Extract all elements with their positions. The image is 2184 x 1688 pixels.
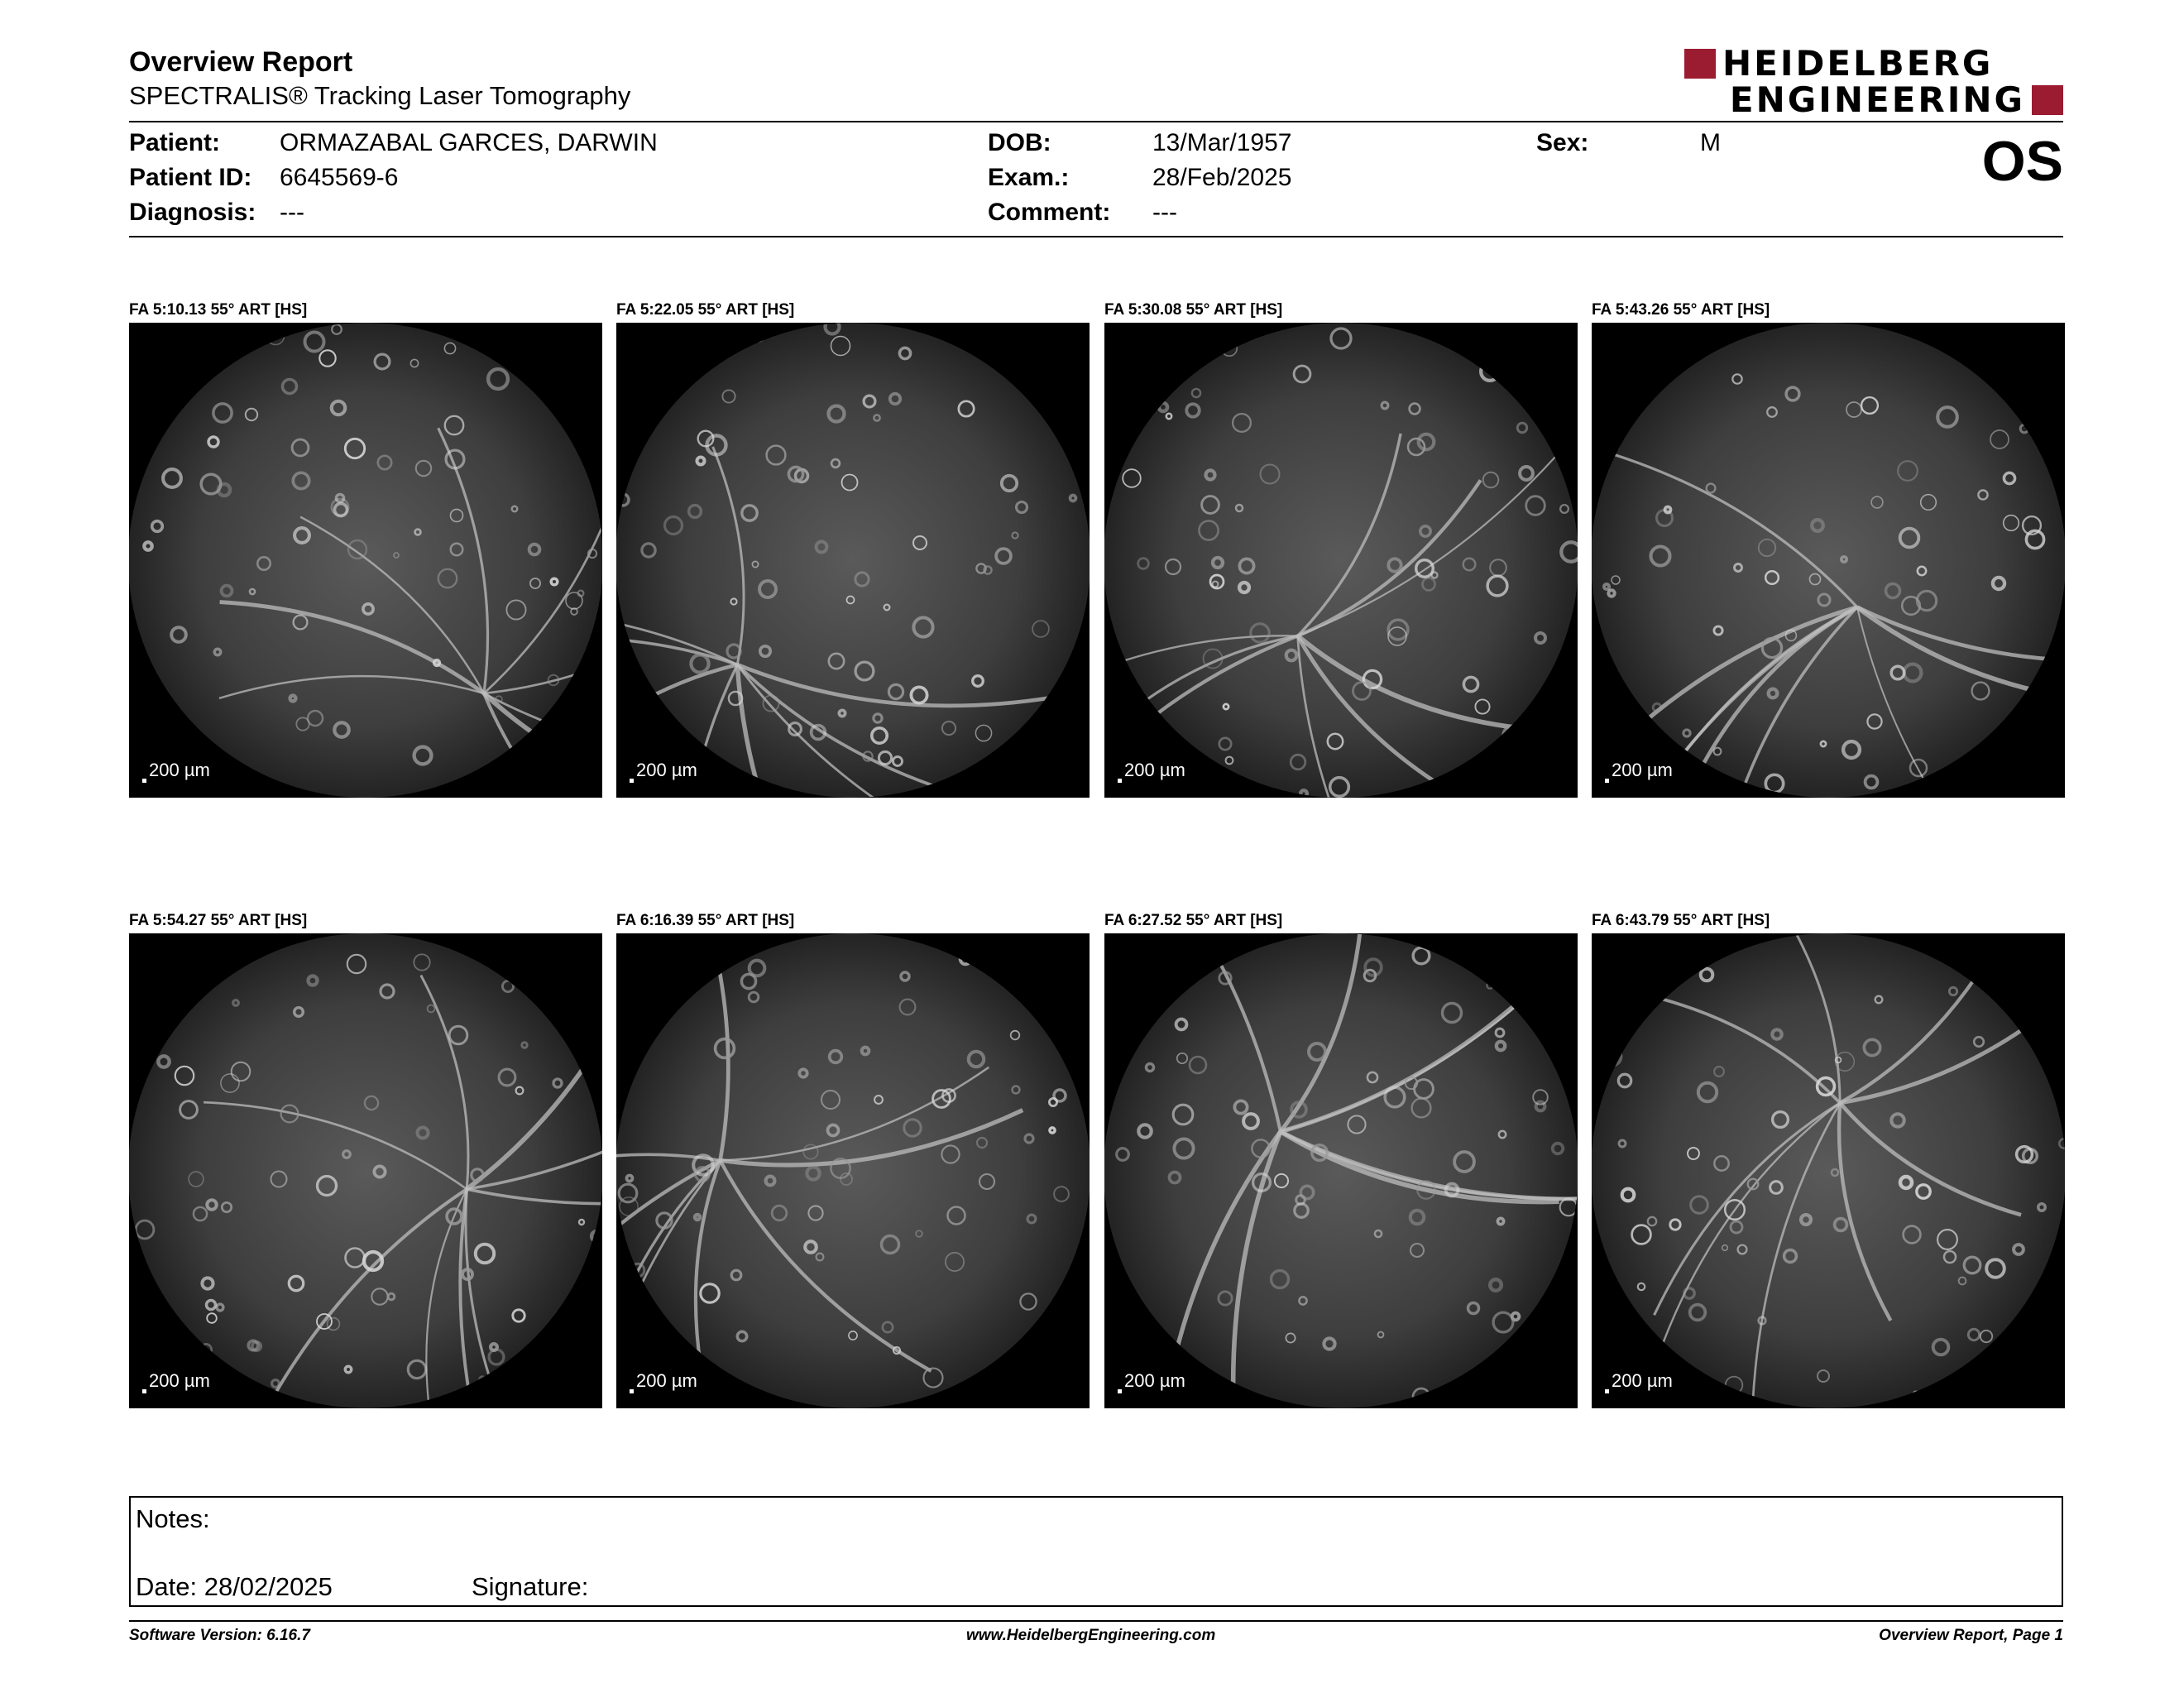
lesion-spot — [1560, 1399, 1570, 1408]
image-caption: FA 5:54.27 55° ART [HS] — [129, 912, 308, 929]
lesion-spot — [960, 954, 971, 965]
lesion-spot — [592, 1231, 601, 1241]
lesion-spot — [189, 1397, 208, 1408]
scale-label: 200 µm — [149, 1370, 210, 1391]
lesion-spot — [1075, 372, 1090, 391]
fundus-angiogram-image[interactable] — [1592, 933, 2065, 1408]
lesion-spot — [1549, 1042, 1561, 1053]
lesion-spot — [2007, 994, 2019, 1006]
lesion-spot — [1538, 1325, 1545, 1331]
sex-value: M — [1700, 129, 1721, 156]
lesion-spot — [129, 1302, 135, 1310]
header-divider — [129, 121, 2063, 122]
lesion-spot — [1039, 973, 1051, 985]
lesion-spot — [1548, 681, 1559, 692]
lesion-spot — [1503, 726, 1523, 746]
lesion-spot — [1592, 777, 1605, 794]
patient-value: ORMAZABAL GARCES, DARWIN — [280, 129, 658, 156]
scale-label: 200 µm — [1124, 760, 1185, 780]
lesion-spot — [1516, 738, 1525, 747]
fundus-image-graphic — [616, 323, 1090, 798]
scale-label: 200 µm — [1612, 1370, 1673, 1391]
lesion-spot — [1528, 1395, 1545, 1408]
fundus-image-graphic — [616, 933, 1090, 1408]
lesion-spot — [2021, 1000, 2029, 1008]
lesion-spot — [170, 365, 179, 374]
lesion-spot — [159, 1394, 174, 1408]
heidelberg-logo — [1684, 43, 2063, 120]
lesion-spot — [1648, 961, 1659, 972]
lesion-spot — [175, 730, 188, 743]
lesion-spot — [544, 1349, 555, 1360]
lesion-spot — [964, 935, 975, 946]
report-subtitle: SPECTRALIS® Tracking Laser Tomography — [129, 81, 631, 110]
scale-label: 200 µm — [1124, 1370, 1185, 1391]
lesion-spot — [1913, 1391, 1918, 1397]
lesion-spot — [1592, 396, 1604, 407]
lesion-spot — [1145, 1349, 1154, 1358]
lesion-spot — [242, 781, 256, 794]
scale-bar — [1118, 779, 1122, 783]
lesion-spot — [216, 323, 225, 328]
dob-label: DOB: — [988, 129, 1051, 156]
scale-label: 200 µm — [636, 1370, 697, 1391]
image-caption: FA 6:27.52 55° ART [HS] — [1104, 912, 1283, 929]
diagnosis-label: Diagnosis: — [129, 199, 256, 226]
lesion-spot — [1702, 947, 1708, 953]
lesion-spot — [2022, 944, 2041, 963]
lesion-spot — [1141, 729, 1156, 744]
logo-square-bottom — [2032, 85, 2063, 115]
lesion-spot — [2028, 721, 2044, 736]
lesion-spot — [1468, 332, 1488, 352]
fundus-image-graphic — [1104, 323, 1578, 798]
lesion-spot — [2000, 337, 2013, 349]
lesion-spot — [160, 367, 180, 386]
lesion-spot — [585, 448, 595, 458]
lesion-spot — [1655, 964, 1664, 973]
lesion-spot — [649, 362, 664, 378]
image-caption: FA 6:16.39 55° ART [HS] — [616, 912, 795, 929]
exam-label: Exam.: — [988, 164, 1070, 191]
fundus-image-graphic — [129, 323, 602, 798]
lesion-spot — [1608, 440, 1618, 450]
lesion-spot — [587, 1389, 598, 1401]
lesion-spot — [779, 790, 790, 798]
lesion-spot — [1151, 739, 1157, 745]
lesion-spot — [1592, 710, 1603, 728]
lesion-spot — [1536, 1005, 1542, 1010]
lesion-spot — [1168, 938, 1186, 956]
lesion-spot — [568, 694, 584, 710]
fundus-field — [1592, 933, 2065, 1408]
notes-label: Notes: — [136, 1504, 210, 1533]
lesion-spot — [1076, 973, 1087, 984]
lesion-spot — [748, 324, 765, 341]
lesion-spot — [1054, 422, 1064, 432]
lesion-spot — [999, 952, 1012, 965]
lesion-spot — [234, 768, 245, 779]
lesion-spot — [170, 968, 177, 976]
lesion-spot — [1607, 787, 1626, 798]
lesion-spot — [1190, 788, 1201, 798]
lesion-spot — [1447, 1384, 1452, 1389]
lesion-spot — [1508, 934, 1519, 945]
report-title: Overview Report — [129, 46, 353, 78]
scale-label: 200 µm — [149, 760, 210, 780]
lesion-spot — [568, 770, 588, 790]
image-caption: FA 6:43.79 55° ART [HS] — [1592, 912, 1770, 929]
lesion-spot — [135, 1321, 152, 1338]
lesion-spot — [1592, 371, 1606, 387]
lesion-spot — [2039, 933, 2054, 945]
lesion-spot — [555, 731, 572, 748]
comment-value: --- — [1152, 199, 1177, 226]
scale-label: 200 µm — [636, 760, 697, 780]
lesion-spot — [147, 1031, 162, 1046]
image-caption: FA 5:22.05 55° ART [HS] — [616, 301, 795, 319]
lesion-spot — [1471, 933, 1481, 939]
software-version: Software Version: 6.16.7 — [129, 1627, 310, 1644]
signature-label: Signature: — [472, 1572, 589, 1601]
lesion-spot — [1106, 957, 1113, 964]
patient-divider — [129, 236, 2063, 237]
sex-label: Sex: — [1536, 129, 1589, 156]
lesion-spot — [933, 1399, 941, 1407]
lesion-spot — [1036, 981, 1046, 991]
comment-label: Comment: — [988, 199, 1111, 226]
fundus-angiogram-image[interactable] — [129, 323, 602, 798]
patient-id-label: Patient ID: — [129, 164, 252, 191]
logo-line-2: ENGINEERING — [1729, 79, 2025, 120]
lesion-spot — [673, 1331, 678, 1337]
fundus-angiogram-image[interactable] — [1104, 933, 1578, 1408]
lesion-spot — [1544, 738, 1557, 751]
image-caption: FA 5:10.13 55° ART [HS] — [129, 301, 308, 319]
fundus-field — [129, 323, 602, 798]
lesion-spot — [1592, 328, 1603, 340]
lesion-spot — [1075, 934, 1084, 943]
logo-line-1: HEIDELBERG — [1722, 43, 1994, 84]
lesion-spot — [1071, 1371, 1085, 1385]
scale-bar — [630, 1389, 634, 1393]
fundus-angiogram-image[interactable] — [1592, 323, 2065, 798]
lesion-spot — [1032, 1389, 1041, 1398]
fundus-field — [129, 933, 602, 1408]
lesion-spot — [174, 1003, 180, 1009]
notes-box — [129, 1496, 2063, 1607]
lesion-spot — [1601, 999, 1612, 1010]
scale-label: 200 µm — [1612, 760, 1673, 780]
lesion-spot — [1592, 641, 1603, 660]
lesion-spot — [1195, 340, 1205, 351]
fundus-image-graphic — [129, 933, 602, 1408]
lesion-spot — [1555, 420, 1568, 432]
patient-label: Patient: — [129, 129, 221, 156]
page-number: Overview Report, Page 1 — [1879, 1627, 2063, 1644]
fundus-field — [1592, 323, 2065, 798]
website-link[interactable]: www.HeidelbergEngineering.com — [966, 1627, 1216, 1644]
lesion-spot — [1592, 735, 1602, 748]
scale-bar — [630, 779, 634, 783]
lesion-spot — [2055, 1360, 2064, 1369]
lesion-spot — [636, 361, 651, 376]
patient-id-value: 6645569-6 — [280, 164, 399, 191]
lesion-spot — [1554, 360, 1565, 372]
fundus-angiogram-image[interactable] — [1104, 323, 1578, 798]
lesion-spot — [2030, 1399, 2042, 1408]
lesion-spot — [1604, 1048, 1621, 1066]
lesion-spot — [2000, 380, 2017, 397]
lesion-spot — [139, 961, 156, 978]
lesion-spot — [1609, 348, 1617, 356]
lesion-spot — [1972, 761, 1984, 773]
lesion-spot — [1058, 691, 1075, 708]
lesion-spot — [1051, 739, 1057, 745]
lesion-spot — [1118, 357, 1133, 372]
lesion-spot — [563, 1012, 572, 1022]
lesion-spot — [1626, 338, 1634, 346]
fundus-field — [616, 323, 1090, 798]
lesion-spot — [616, 743, 621, 751]
fundus-angiogram-image[interactable] — [129, 933, 602, 1408]
lesion-spot — [616, 757, 627, 773]
lesion-spot — [624, 1293, 633, 1302]
fundus-image-graphic — [1592, 323, 2065, 798]
scale-bar — [142, 1389, 146, 1393]
lesion-spot — [1683, 946, 1702, 965]
lesion-spot — [2028, 335, 2033, 340]
fundus-image-graphic — [1104, 933, 1578, 1408]
fundus-angiogram-image[interactable] — [616, 323, 1090, 798]
lesion-spot — [480, 1377, 485, 1382]
scale-bar — [1118, 1389, 1122, 1393]
lesion-spot — [1134, 955, 1149, 970]
lesion-spot — [1112, 684, 1119, 692]
footer-divider — [129, 1620, 2063, 1622]
scale-bar — [1605, 779, 1609, 783]
scale-bar — [142, 779, 146, 783]
scale-bar — [1605, 1389, 1609, 1393]
lesion-spot — [1592, 667, 1601, 681]
lesion-spot — [1607, 1292, 1621, 1307]
lesion-spot — [630, 424, 640, 434]
fundus-image-graphic — [1592, 933, 2065, 1408]
fundus-field — [616, 933, 1090, 1408]
lesion-spot — [1034, 1331, 1041, 1338]
date-label: Date: 28/02/2025 — [136, 1572, 333, 1601]
lesion-spot — [2056, 1085, 2065, 1102]
dob-value: 13/Mar/1957 — [1152, 129, 1292, 156]
lesion-spot — [1523, 953, 1531, 961]
eye-indicator: OS — [1981, 130, 2063, 193]
image-caption: FA 5:30.08 55° ART [HS] — [1104, 301, 1283, 319]
lesion-spot — [1962, 1392, 1969, 1398]
image-caption: FA 5:43.26 55° ART [HS] — [1592, 301, 1770, 319]
logo-square-top — [1684, 49, 1716, 79]
fundus-angiogram-image[interactable] — [616, 933, 1090, 1408]
lesion-spot — [218, 352, 227, 362]
exam-value: 28/Feb/2025 — [1152, 164, 1292, 191]
lesion-spot — [1083, 991, 1090, 998]
diagnosis-value: --- — [280, 199, 304, 226]
